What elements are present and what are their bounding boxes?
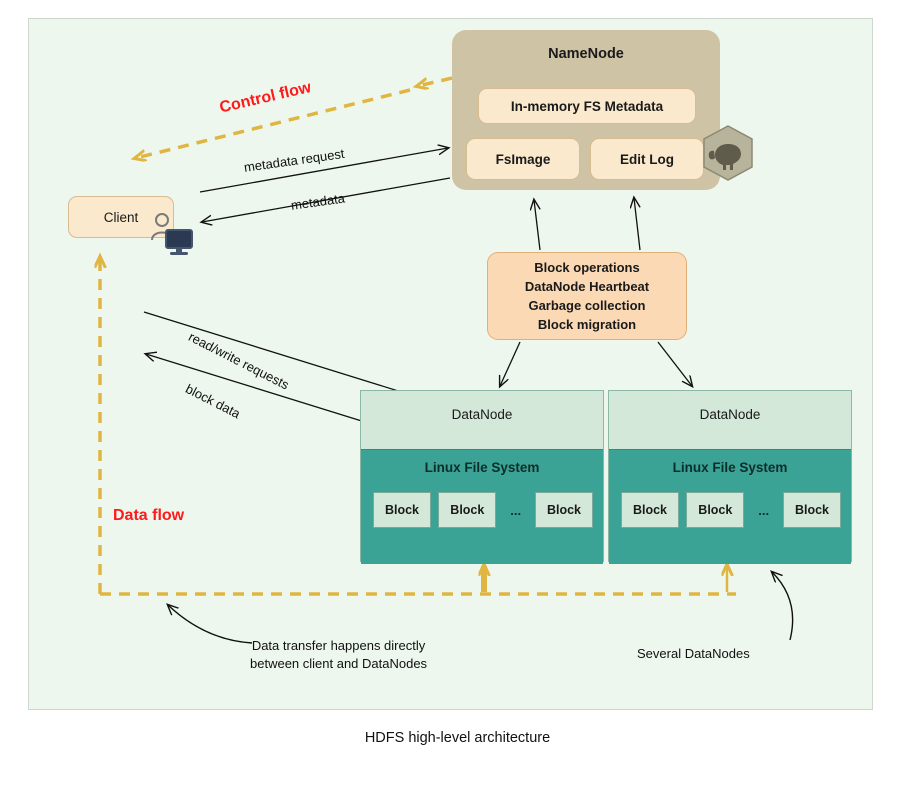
hadoop-elephant-logo <box>700 124 756 182</box>
datanode-1-blocks <box>373 492 593 528</box>
read-write-requests-label: read/write requests <box>186 329 292 393</box>
namenode-fsimage-box: FsImage <box>466 138 580 180</box>
client-user-icon <box>148 210 196 258</box>
client-box: Client <box>68 196 174 238</box>
datanode-2-blocks <box>621 492 841 528</box>
datanode-2-filesystem-label: Linux File System <box>672 460 788 475</box>
block: Block <box>686 492 744 528</box>
diagram-canvas <box>28 18 873 710</box>
block-ellipsis: ... <box>758 502 770 518</box>
datanode-2-filesystem <box>609 449 851 564</box>
datanode-2 <box>608 390 852 562</box>
ops-line-1: Block operations <box>534 259 640 275</box>
datanode-1-filesystem <box>361 449 603 564</box>
namenode-editlog-box: Edit Log <box>590 138 704 180</box>
namenode-operations-box <box>487 252 687 340</box>
ops-line-4: Block migration <box>537 316 637 332</box>
block-ellipsis: ... <box>510 502 522 518</box>
block: Block <box>373 492 431 528</box>
datanode-1-title: DataNode <box>451 407 513 422</box>
namenode-inmemory-metadata-box: In-memory FS Metadata <box>478 88 696 124</box>
note-data-transfer-line2: between client and DataNodes <box>250 656 428 671</box>
datanode-1-filesystem-label: Linux File System <box>424 460 540 475</box>
datanode-2-title: DataNode <box>699 407 761 422</box>
data-flow-label: Data flow <box>113 507 185 524</box>
block-data-label: block data <box>183 381 243 422</box>
control-flow-label: Control flow <box>218 79 313 117</box>
namenode-title: NameNode <box>548 46 624 62</box>
note-data-transfer <box>250 637 427 673</box>
ops-line-2: DataNode Heartbeat <box>524 278 650 294</box>
figure-caption: HDFS high-level architecture <box>364 730 551 746</box>
block: Block <box>621 492 679 528</box>
ops-line-3: Garbage collection <box>528 297 646 313</box>
block: Block <box>438 492 496 528</box>
metadata-request-label: metadata request <box>243 145 346 175</box>
namenode-container <box>452 30 720 190</box>
block: Block <box>535 492 593 528</box>
note-data-transfer-line1: Data transfer happens directly <box>251 638 426 653</box>
block: Block <box>783 492 841 528</box>
note-several-datanodes: Several DataNodes <box>637 646 750 661</box>
metadata-label: metadata <box>290 190 346 213</box>
datanode-1 <box>360 390 604 562</box>
